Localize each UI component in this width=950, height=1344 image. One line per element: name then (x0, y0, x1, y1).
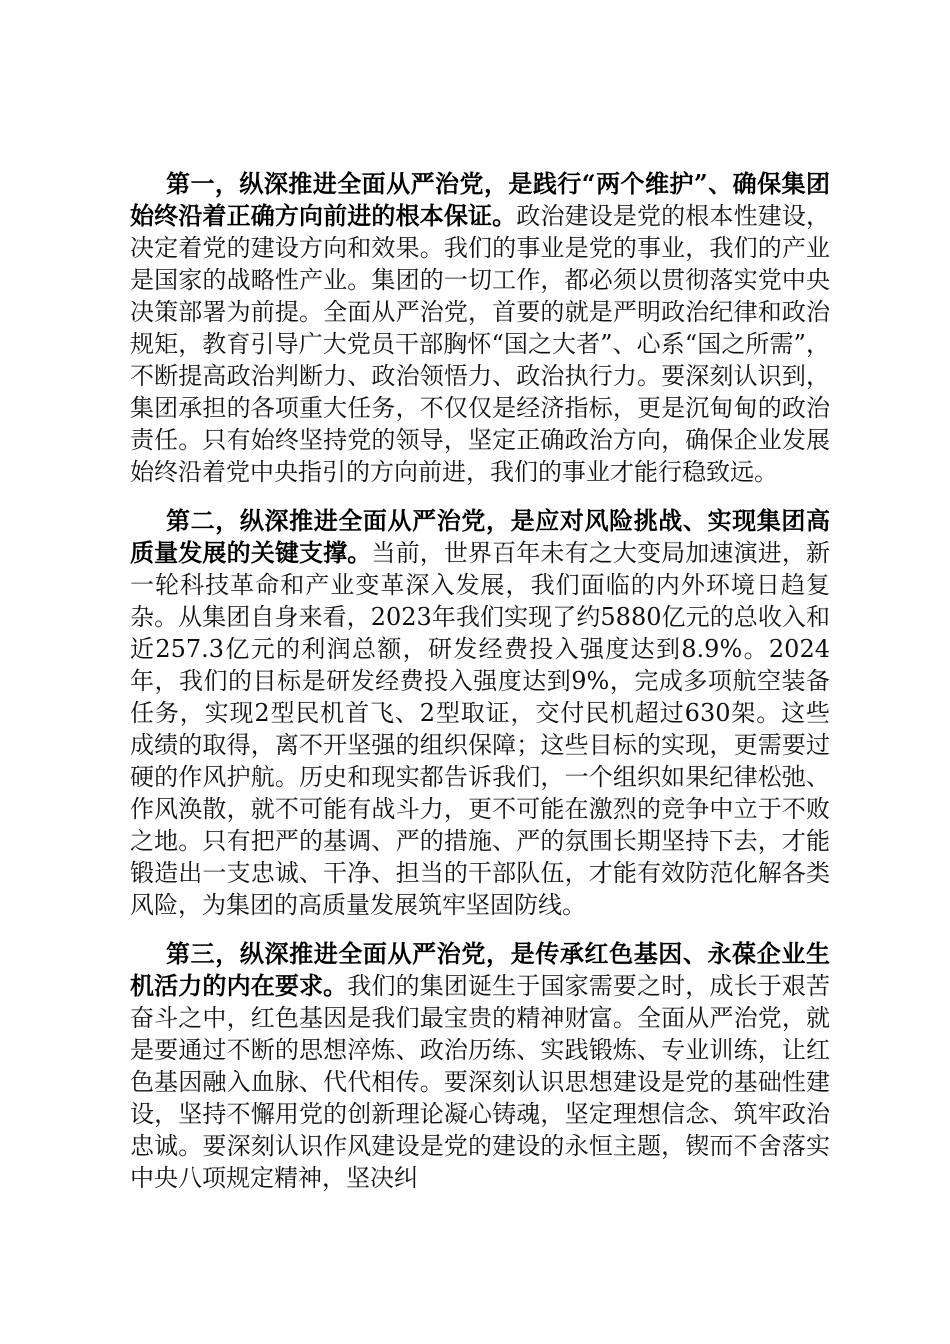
document-page (130, 168, 830, 1211)
paragraph-second-body: 当前，世界百年未有之大变局加速演进，新一轮科技革命和产业变革深入发展，我们面临的内外环境日趋复杂。从集团自身来看，2023年我们实现了约5880亿元的总收入和近257.3亿元的利润总额，研发经费投入强度达到8.9%。2024年，我们的目标是研发经费投入强度达到9%，完成多项航空装备任务，实现2型民机首飞、2型取证，交付民机超过630架。这些成绩的取得，离不开坚强的组织保障；这些目标的实现，更需要过硬的作风护航。历史和现实都告诉我们，一个组织如果纪律松弛、作风涣散，就不可能有战斗力，更不可能在激烈的竞争中立于不败之地。只有把严的基调、严的措施、严的氛围长期坚持下去，才能锻造出一支忠诚、干净、担当的干部队伍，才能有效防范化解各类风险，为集团的高质量发展筑牢坚固防线。 (130, 539, 831, 919)
paragraph-first-body: 政治建设是党的根本性建设，决定着党的建设方向和效果。我们的事业是党的事业，我们的产业是国家的战略性产业。集团的一切工作，都必须以贯彻落实党中央决策部署为前提。全面从严治党，首要的就是严明政治纪律和政治规矩，教育引导广大党员干部胸怀“国之大者”、心系“国之所需”，不断提高政治判断力、政治领悟力、政治执行力。要深刻认识到，集团承担的各项重大任务，不仅仅是经济指标，更是沉甸甸的政治责任。只有始终坚持党的领导，坚定正确政治方向，确保企业发展始终沿着党中央指引的方向前进，我们的事业才能行稳致远。 (130, 202, 831, 486)
paragraph-third-body: 我们的集团诞生于国家需要之时，成长于艰苦奋斗之中，红色基因是我们最宝贵的精神财富。全面从严治党，就是要通过不断的思想淬炼、政治历练、实践锻炼、专业训练，让红色基因融入血脉、代代相传。要深刻认识思想建设是党的基础性建设，坚持不懈用党的创新理论凝心铸魂，坚定理想信念、筑牢政治忠诚。要深刻认识作风建设是党的建设的永恒主题，锲而不舍落实中央八项规定精神，坚决纠 (130, 972, 831, 1192)
paragraph-second-lead: 第二，纵深推进全面从严治党，是应对风险挑战、实现集团高质量发展的关键支撑。 (130, 506, 830, 567)
paragraph-second (130, 505, 830, 921)
paragraph-third (130, 938, 830, 1194)
paragraph-first (130, 168, 830, 488)
paragraph-first-lead: 第一，纵深推进全面从严治党，是践行“两个维护”、确保集团始终沿着正确方向前进的根本保证。 (130, 169, 830, 230)
paragraph-third-lead: 第三，纵深推进全面从严治党，是传承红色基因、永葆企业生机活力的内在要求。 (130, 939, 830, 1000)
